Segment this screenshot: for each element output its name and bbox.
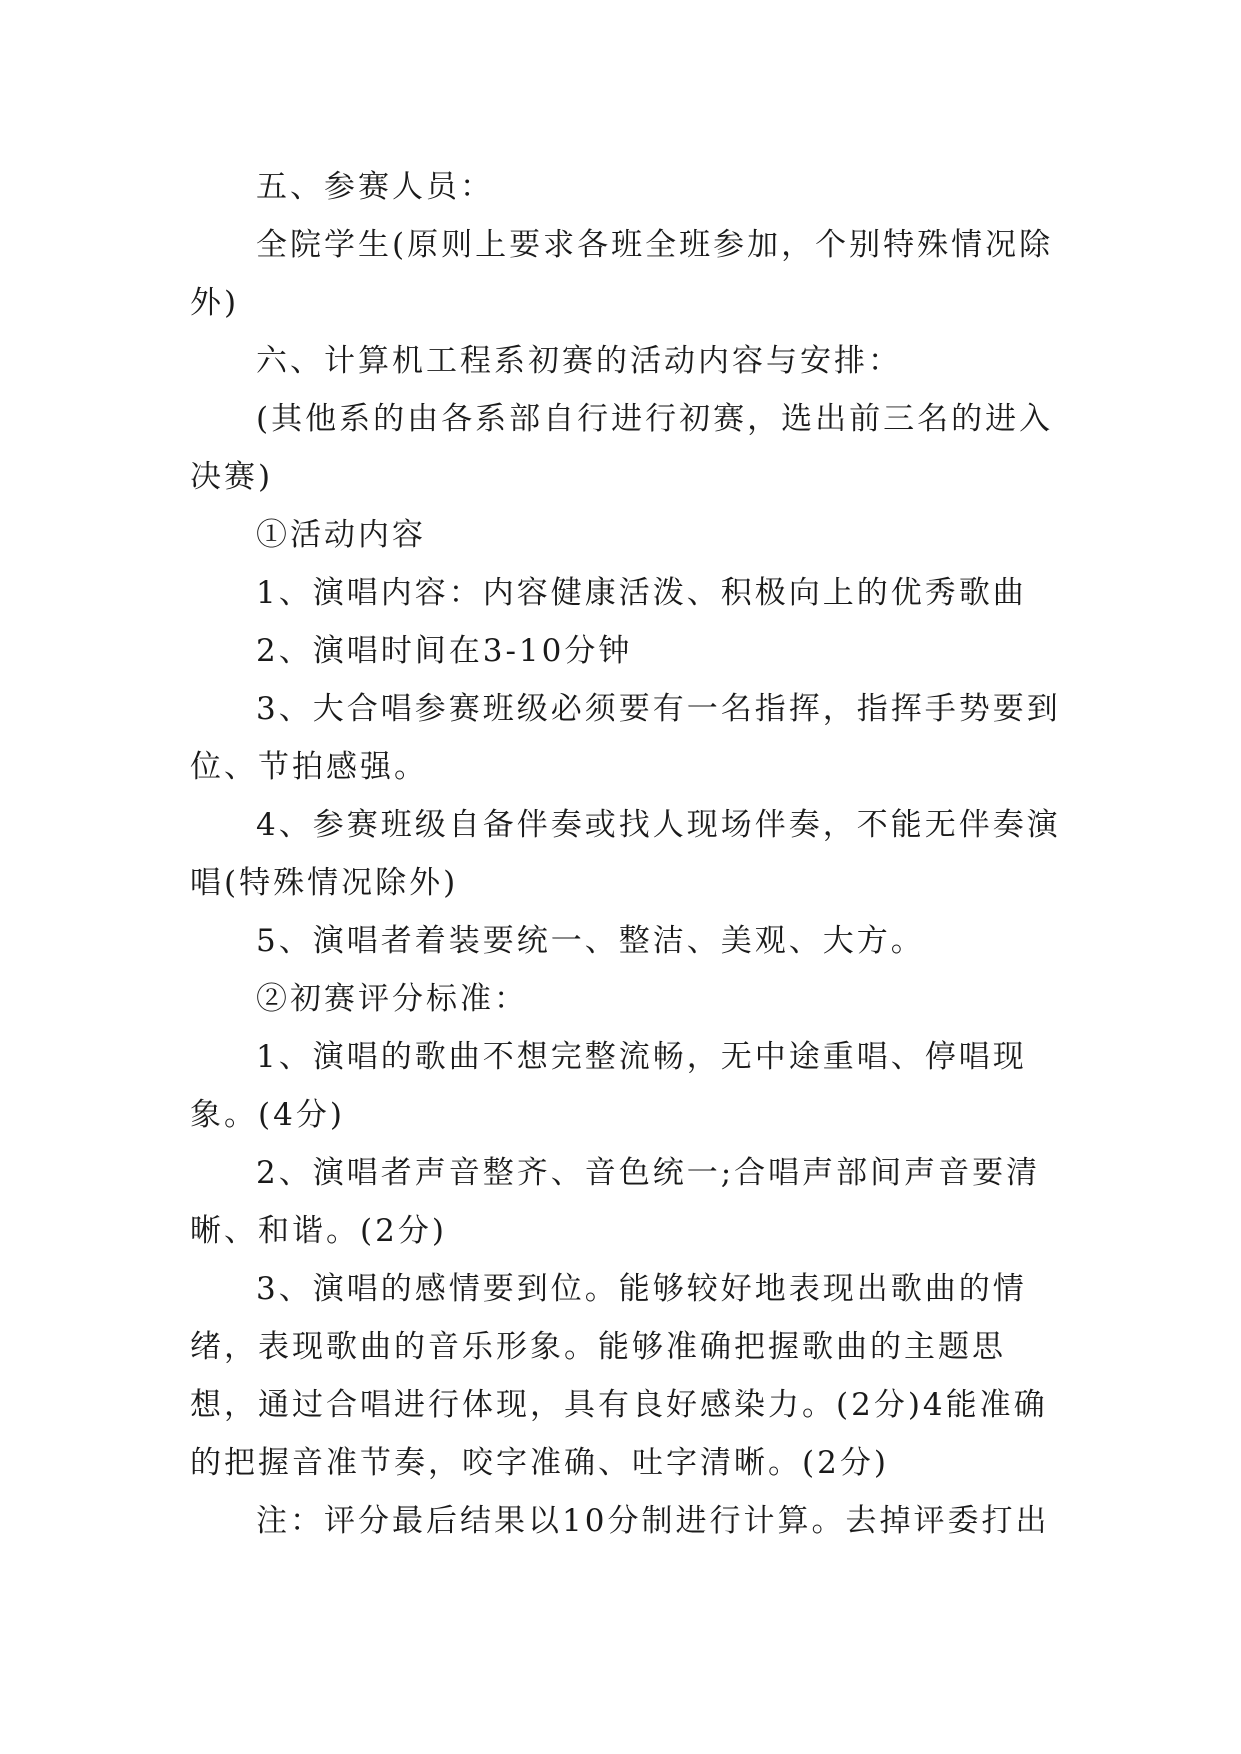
paragraph-item-2: 2、演唱时间在3-10分钟: [256, 633, 633, 669]
paragraph-score-criterion-1: 1、演唱的歌曲不想完整流畅，无中途重唱、停唱现象。(4分): [190, 1039, 1027, 1133]
document-body: [190, 158, 1070, 1550]
paragraph-score-criterion-2: 2、演唱者声音整齐、音色统一;合唱声部间声音要清晰、和谐。(2分): [190, 1155, 1041, 1249]
paragraph-section-5-title: 五、参赛人员：: [256, 169, 494, 205]
paragraph-note: 注：评分最后结果以10分制进行计算。去掉评委打出: [256, 1503, 1050, 1539]
paragraph-scoring-heading: ②初赛评分标准：: [256, 981, 528, 1017]
paragraph-participants: 全院学生(原则上要求各班全班参加，个别特殊情况除外): [190, 227, 1054, 321]
paragraph-section-6-title: 六、计算机工程系初赛的活动内容与安排：: [256, 343, 902, 379]
paragraph-score-criterion-3: 3、演唱的感情要到位。能够较好地表现出歌曲的情绪，表现歌曲的音乐形象。能够准确把握歌曲的主题思想，通过合唱进行体现，具有良好感染力。(2分)4能准确的把握音准节奏，咬字准确、吐字清晰。(2分): [190, 1271, 1048, 1481]
paragraph-item-3: 3、大合唱参赛班级必须要有一名指挥，指挥手势要到位、节拍感强。: [190, 691, 1061, 785]
paragraph-other-departments-note: (其他系的由各系部自行进行初赛，选出前三名的进入决赛): [190, 401, 1054, 495]
paragraph-item-5: 5、演唱者着装要统一、整洁、美观、大方。: [256, 923, 925, 959]
paragraph-item-1: 1、演唱内容：内容健康活泼、积极向上的优秀歌曲: [256, 575, 1027, 611]
paragraph-item-4: 4、参赛班级自备伴奏或找人现场伴奏，不能无伴奏演唱(特殊情况除外): [190, 807, 1061, 901]
paragraph-activity-content-heading: ①活动内容: [256, 517, 426, 553]
